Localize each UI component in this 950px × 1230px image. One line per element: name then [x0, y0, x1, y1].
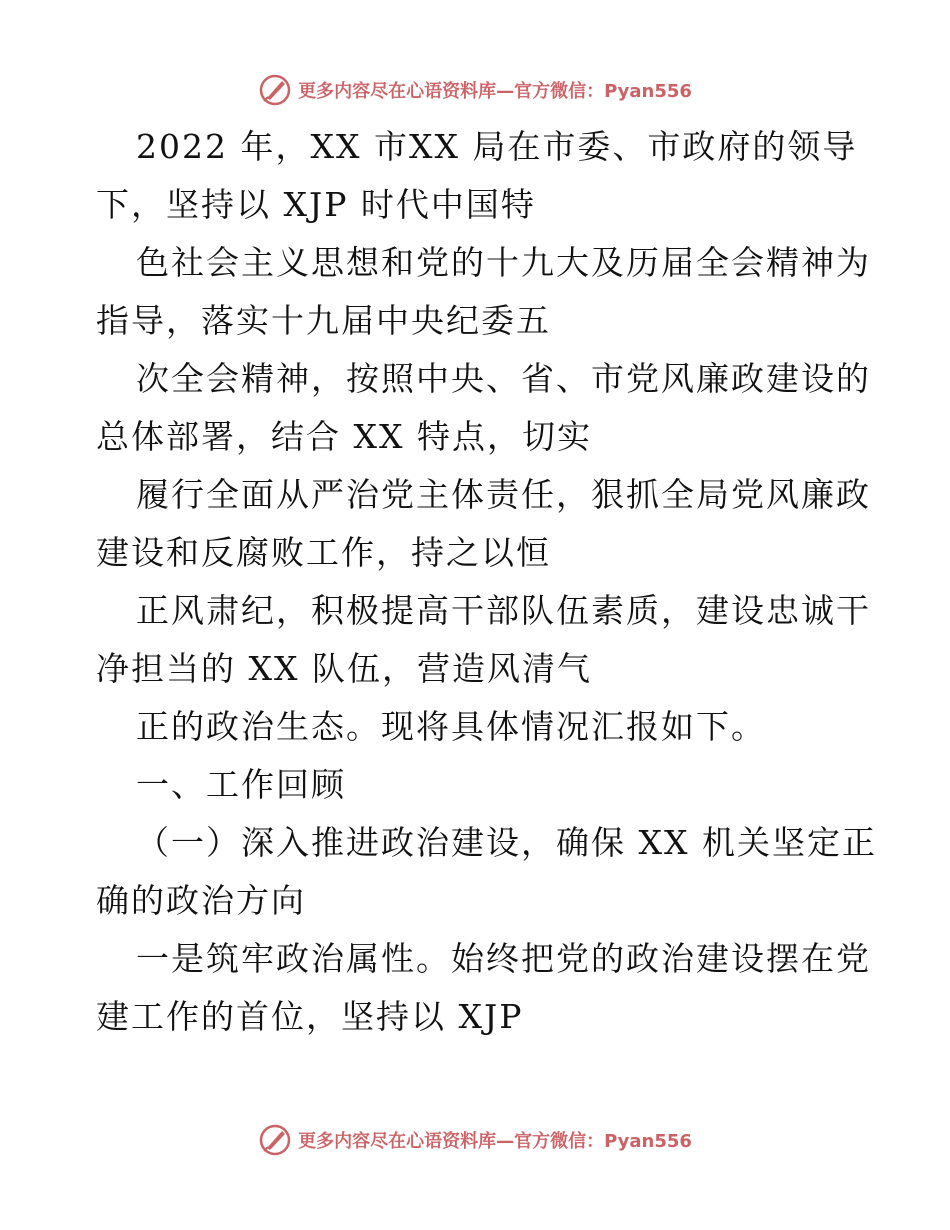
paragraph-line: 次全会精神，按照中央、省、市党风廉政建设的 [136, 359, 871, 398]
paragraph-line: （一）深入推进政治建设，确保 XX 机关坚定正 [136, 823, 877, 862]
paragraph-line: 指导，落实十九届中央纪委五 [96, 301, 551, 340]
paragraph-line: 净担当的 XX 队伍，营造风清气 [96, 649, 592, 688]
paragraph-line: 下，坚持以 XJP 时代中国特 [96, 185, 536, 224]
header-watermark-text: 更多内容尽在心语资料库—官方微信：Pyan556 [298, 81, 692, 102]
header-watermark [0, 70, 950, 110]
paragraph-line: 建设和反腐败工作，持之以恒 [96, 533, 551, 572]
paragraph-line: 一是筑牢政治属性。始终把党的政治建设摆在党 [136, 939, 871, 978]
footer-watermark-text: 更多内容尽在心语资料库—官方微信：Pyan556 [298, 1131, 692, 1152]
footer-watermark [0, 1120, 950, 1160]
quill-logo-icon [258, 1123, 292, 1157]
paragraph-line: 一、工作回顾 [136, 765, 346, 804]
paragraph-line: 2022 年，XX 市XX 局在市委、市政府的领导 [136, 127, 858, 166]
paragraph-line: 色社会主义思想和党的十九大及历届全会精神为 [136, 243, 871, 282]
paragraph-line: 正的政治生态。现将具体情况汇报如下。 [136, 707, 766, 746]
document-body [96, 118, 877, 1046]
paragraph-line: 正风肃纪，积极提高干部队伍素质，建设忠诚干 [136, 591, 871, 630]
paragraph-line: 建工作的首位，坚持以 XJP [96, 997, 524, 1036]
paragraph-line: 总体部署，结合 XX 特点，切实 [96, 417, 592, 456]
header-watermark-inner [258, 73, 692, 107]
paragraph-line: 履行全面从严治党主体责任，狠抓全局党风廉政 [136, 475, 871, 514]
footer-watermark-inner [258, 1123, 692, 1157]
quill-logo-icon [258, 73, 292, 107]
paragraph-line: 确的政治方向 [96, 881, 306, 920]
